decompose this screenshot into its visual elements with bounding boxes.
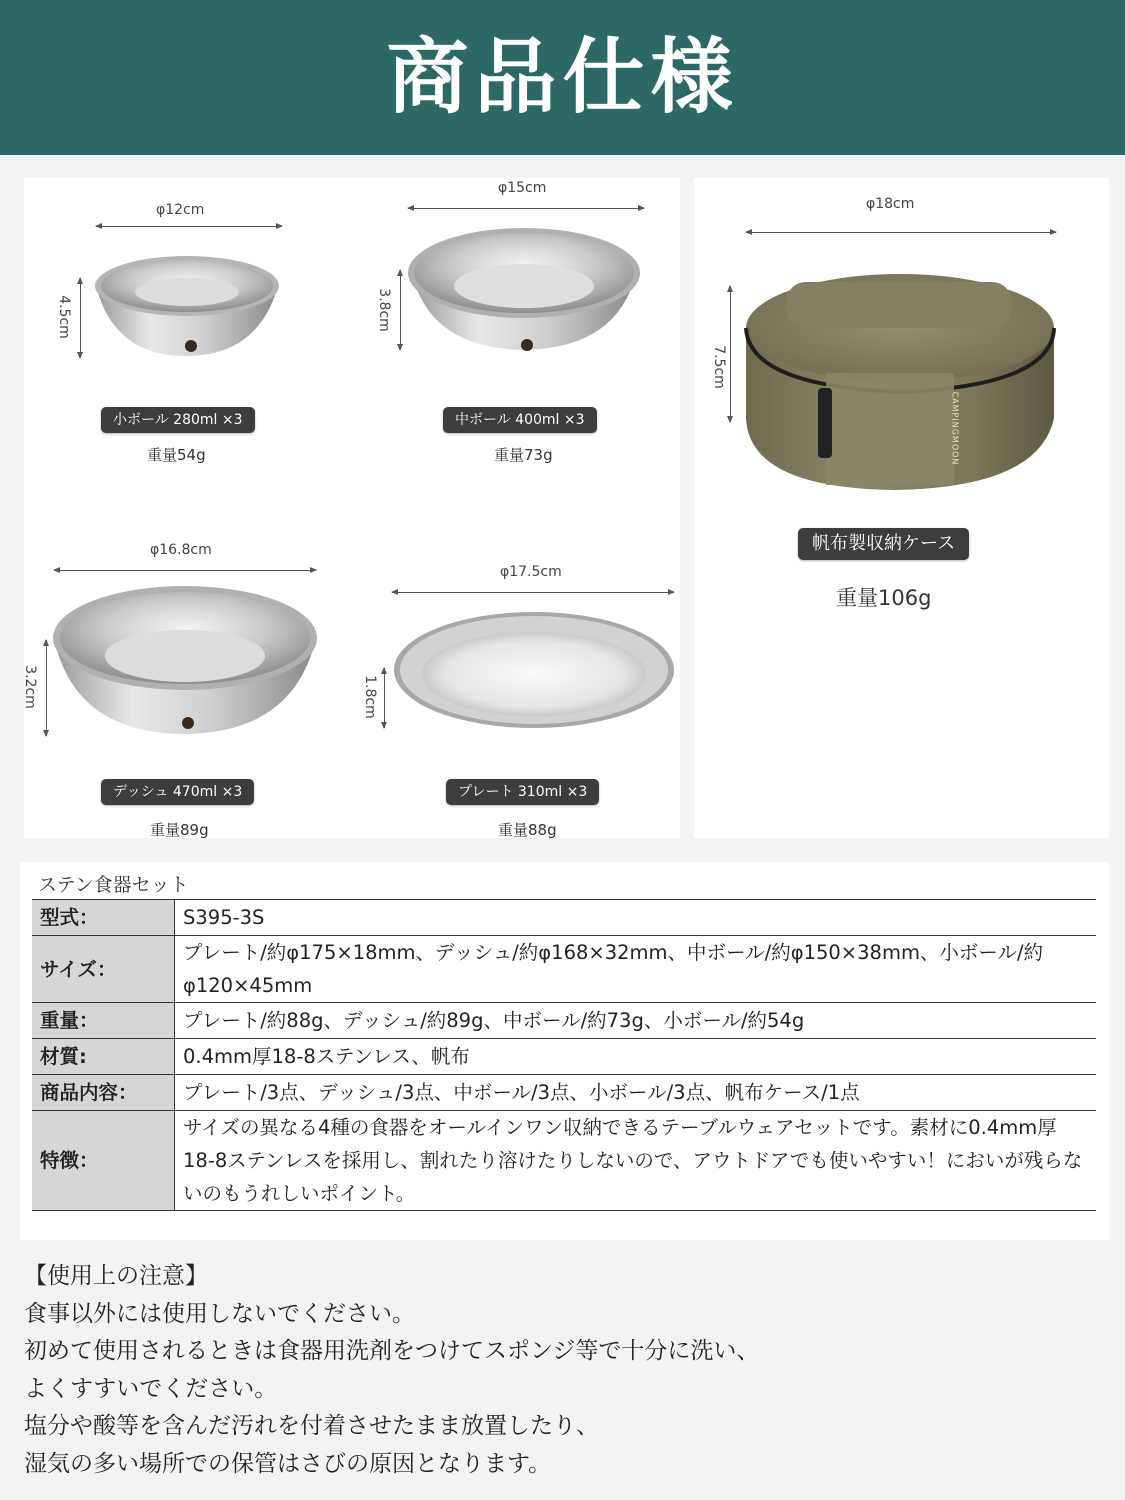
case-height-arrow: [730, 286, 731, 422]
note-line: 塩分や酸等を含んだ汚れを付着させたまま放置したり、: [24, 1413, 599, 1439]
dish-image: [53, 586, 317, 734]
table-row: [32, 1003, 1096, 1039]
tableware-panel: [21, 178, 680, 839]
table-row: [32, 936, 1096, 1003]
plate-width-arrow: [392, 592, 674, 593]
case-panel: [694, 178, 1109, 838]
case-weight: 重量106g: [836, 586, 932, 610]
dish-label: デッシュ 470ml ×3: [101, 779, 254, 805]
case-width-arrow: [746, 232, 1056, 233]
note-line: 食事以外には使用しないでください。: [24, 1300, 415, 1327]
table-row: [32, 1075, 1096, 1111]
spec-value-size: プレート/約φ175×18mm、デッシュ/約φ168×32mm、中ボール/約φ150×38mm、小ボール/約φ120×45mm: [175, 936, 1097, 1003]
plate-diameter: φ17.5cm: [500, 564, 562, 580]
usage-notes: [24, 1258, 759, 1483]
dish-width-arrow: [54, 570, 316, 571]
spec-value-weight: プレート/約88g、デッシュ/約89g、中ボール/約73g、小ボール/約54g: [175, 1003, 1097, 1039]
plate-label: プレート 310ml ×3: [446, 779, 599, 805]
spec-value-material: 0.4mm厚18-8ステンレス、帆布: [175, 1039, 1097, 1075]
table-row: [32, 1111, 1096, 1211]
table-row: [32, 900, 1096, 936]
spec-key-features: 特徴：: [32, 1111, 175, 1211]
spec-section: [20, 862, 1109, 1240]
spec-table: [32, 899, 1096, 1211]
plate-weight: 重量88g: [498, 821, 557, 839]
tableware-illustrations: [21, 178, 680, 838]
spec-key-weight: 重量：: [32, 1003, 175, 1039]
medium-bowl-weight: 重量73g: [494, 446, 553, 464]
note-line: 初めて使用されるときは食器用洗剤をつけてスポンジ等で十分に洗い、: [24, 1338, 760, 1364]
case-label: 帆布製収納ケース: [798, 528, 969, 560]
note-line: 湿気の多い場所での保管はさびの原因となります。: [24, 1450, 552, 1477]
small-bowl-height-arrow: [80, 278, 81, 358]
spec-key-size: サイズ：: [32, 936, 175, 1003]
spec-key-model: 型式：: [32, 900, 175, 936]
spec-key-material: 材質:: [32, 1039, 175, 1075]
medium-bowl-diameter: φ15cm: [498, 180, 547, 196]
case-height: 7.5cm: [710, 345, 727, 389]
dish-height-arrow: [46, 640, 47, 736]
note-line: よくすすいでください。: [24, 1375, 278, 1402]
small-bowl-width-arrow: [96, 226, 282, 227]
notes-heading: 【使用上の注意】: [24, 1263, 208, 1289]
spec-value-model: S395-3S: [175, 900, 1097, 936]
small-bowl-label: 小ボール 280ml ×3: [101, 407, 255, 433]
dish-weight: 重量89g: [150, 821, 209, 839]
small-bowl-weight: 重量54g: [147, 446, 206, 464]
medium-bowl-height-arrow: [400, 270, 401, 350]
spec-value-features: サイズの異なる4種の食器をオールインワン収納できるテーブルウェアセットです。素材に0.4mm厚18-8ステンレスを採用し、割れたり溶けたりしないので、アウトドアでも使いやすい！においが残らないのもうれしいポイント。: [175, 1111, 1097, 1211]
page-header: [0, 0, 1125, 155]
case-brand-text: CAMPINGMOON: [950, 391, 960, 466]
spec-key-contents: 商品内容：: [32, 1075, 175, 1111]
small-bowl-diameter: φ12cm: [156, 202, 205, 218]
small-bowl-image: [95, 256, 279, 356]
medium-bowl-image: [408, 228, 640, 351]
spec-caption: ステン食器セット: [38, 874, 189, 896]
medium-bowl-width-arrow: [408, 208, 644, 209]
spec-value-contents: プレート/3点、デッシュ/3点、中ボール/3点、小ボール/3点、帆布ケース/1点: [175, 1075, 1097, 1111]
dish-diameter: φ16.8cm: [150, 542, 212, 558]
medium-bowl-label: 中ボール 400ml ×3: [443, 407, 597, 433]
table-row: [32, 1039, 1096, 1075]
small-bowl-height: 4.5cm: [55, 295, 72, 339]
medium-bowl-height: 3.8cm: [375, 288, 392, 332]
plate-height: 1.8cm: [361, 675, 378, 719]
case-diameter: φ18cm: [866, 196, 915, 212]
dish-height: 3.2cm: [21, 665, 38, 709]
storage-case-image: [694, 178, 1109, 838]
page-title: 商品仕様: [386, 29, 739, 125]
plate-image: [394, 612, 674, 728]
plate-height-arrow: [384, 668, 385, 728]
